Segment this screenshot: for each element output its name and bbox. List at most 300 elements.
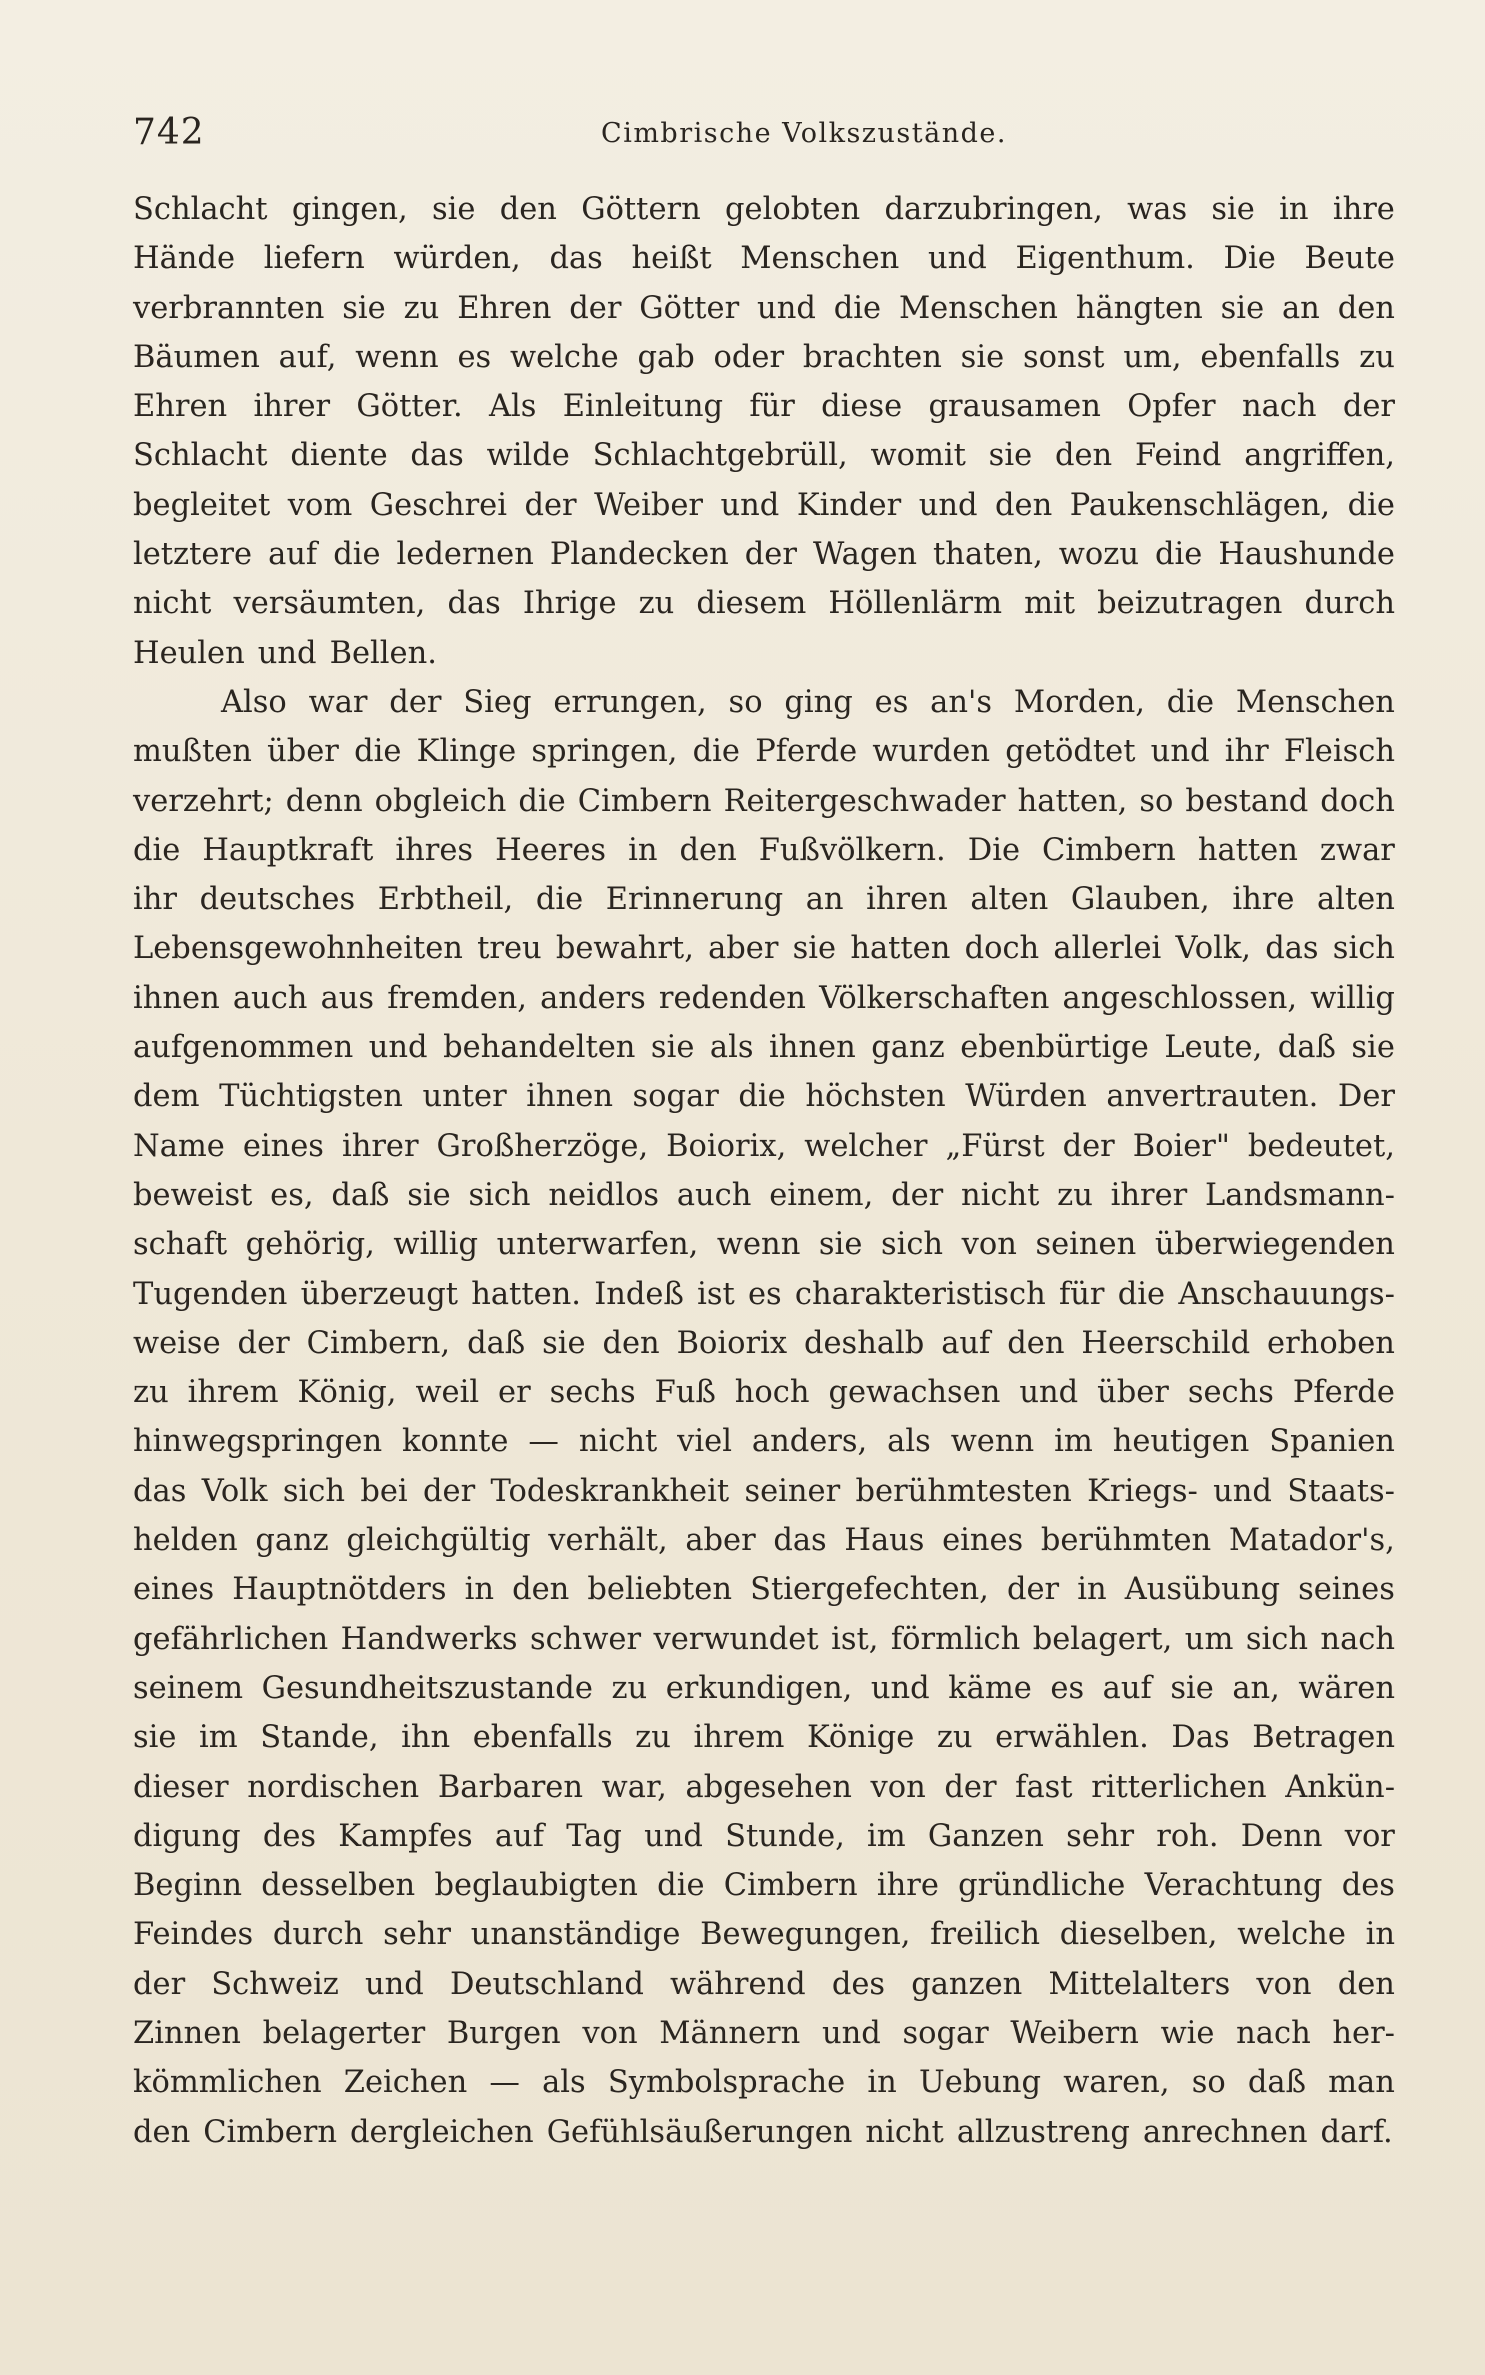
word: Menschen (898, 290, 1058, 326)
word: diese (821, 389, 903, 425)
word: Die (1223, 241, 1276, 277)
word: belagerter (262, 2015, 426, 2051)
word: Beginn (133, 1868, 243, 1904)
word: die (1347, 487, 1395, 523)
word: und (918, 487, 978, 523)
word: begleitet (133, 487, 271, 523)
word: sie (988, 438, 1033, 474)
word: gewachsen (828, 1375, 1001, 1411)
text-line (133, 1664, 1395, 1713)
word: Kinder (796, 487, 902, 523)
word: in (867, 2065, 897, 2101)
word: erkundigen, (665, 1670, 853, 1706)
word: Boiorix (676, 1325, 788, 1361)
word: Als (488, 389, 537, 425)
word: den (679, 832, 737, 868)
word: willig (393, 1227, 479, 1263)
word: berühmten (1040, 1523, 1212, 1559)
word: daß (1277, 1030, 1336, 1066)
word: zu (936, 1720, 973, 1756)
word: ihrem (693, 1720, 785, 1756)
word: aber (685, 1523, 756, 1559)
word: angeschlossen, (1062, 980, 1298, 1016)
word: er (498, 1375, 531, 1411)
word: Barbaren (437, 1769, 584, 1805)
text-line (133, 974, 1395, 1023)
word: und (821, 2015, 881, 2051)
text-line (133, 875, 1395, 924)
word: der (133, 1966, 186, 2002)
text-line (133, 1270, 1395, 1319)
word: Paukenschlägen, (1069, 487, 1331, 523)
word: daß (1247, 2065, 1306, 2101)
word: anvertrauten. (1106, 1079, 1319, 1115)
text-line (133, 1861, 1395, 1910)
word: so (1191, 2065, 1226, 2101)
word: Tugenden (133, 1276, 288, 1312)
word: Fleisch (1283, 734, 1395, 770)
word: darf. (1320, 2114, 1393, 2150)
word: bedeutet, (1247, 1128, 1395, 1164)
word: an (805, 882, 844, 918)
word: auf (941, 1325, 991, 1361)
word: Ihrige (522, 586, 617, 622)
word: seinem (133, 1670, 244, 1706)
word: helden (133, 1523, 238, 1559)
word: Leute, (1164, 1030, 1263, 1066)
word: Menschen (1235, 684, 1395, 720)
word: seines (1298, 1572, 1395, 1608)
word: was (1127, 192, 1188, 227)
word: allerlei (1053, 931, 1162, 967)
word: war (308, 684, 368, 720)
word: her- (1332, 2015, 1395, 2051)
word: sechs (1187, 1375, 1274, 1411)
word: eines (242, 1128, 324, 1164)
word: durch (272, 1917, 364, 1953)
word: und (1019, 1375, 1079, 1411)
word: weil (415, 1375, 480, 1411)
word: als (887, 1424, 931, 1460)
word: im (867, 1818, 906, 1854)
word: in (1279, 192, 1309, 227)
text-line (133, 1910, 1395, 1959)
word: Volk (201, 1473, 268, 1509)
word: mit (1024, 586, 1076, 622)
word: die (333, 537, 381, 573)
word: mußten (133, 734, 252, 770)
word: sogar (902, 2015, 989, 2051)
word: hatten (850, 931, 951, 967)
word: das (773, 1523, 827, 1559)
text-line (133, 826, 1395, 875)
word: vom (287, 487, 353, 523)
word: Erbtheil, (377, 882, 514, 918)
word: sich (282, 1473, 345, 1509)
word: sie (1220, 290, 1265, 326)
word: Eigenthum. (1015, 241, 1195, 277)
word: ebenfalls (472, 1720, 613, 1756)
word: Lebensgewohnheiten (133, 931, 463, 967)
word: ist, (831, 1621, 879, 1657)
word: gründliche (958, 1868, 1126, 1904)
word: welcher (804, 1128, 928, 1164)
word: Höllenlärm (828, 586, 1003, 622)
word: diente (290, 438, 388, 474)
word: der (744, 537, 797, 573)
page-header (133, 108, 1395, 158)
word: einem, (769, 1177, 874, 1213)
word: ihrer (341, 1128, 419, 1164)
text-line (133, 382, 1395, 431)
word: sich (1245, 1621, 1308, 1657)
text-line (133, 1615, 1395, 1664)
word: Gesundheitszustande (261, 1670, 593, 1706)
word: Cimbern (1042, 832, 1176, 868)
word: der (237, 1325, 290, 1361)
word: wären (1298, 1670, 1395, 1706)
page-number: 742 (133, 112, 205, 153)
word: heißt (631, 241, 712, 277)
word: wurden (872, 734, 990, 770)
word: Pferde (755, 734, 858, 770)
text-line (133, 777, 1395, 826)
word: an's (930, 684, 993, 720)
word: Matador's, (1228, 1523, 1395, 1559)
word: unterwarfen, (496, 1227, 699, 1263)
word: hatten (1197, 832, 1298, 868)
word: und (1150, 734, 1210, 770)
word: sogar (632, 1079, 719, 1115)
word: die (1154, 537, 1203, 573)
word: für (749, 389, 795, 425)
word: Beute (1304, 241, 1395, 277)
word: ihn (401, 1720, 451, 1756)
word: unanständige (470, 1917, 681, 1953)
word: eines (133, 1572, 215, 1608)
word: dergleichen (350, 2114, 534, 2150)
word: an, (1232, 1670, 1280, 1706)
text-line (133, 234, 1395, 283)
word: Würden (965, 1079, 1087, 1115)
word: Reitergeschwader (723, 783, 1006, 819)
word: aus (320, 980, 375, 1016)
word: auch (232, 980, 308, 1016)
word: der (569, 290, 622, 326)
word: käme (948, 1670, 1032, 1706)
word: als (542, 2065, 586, 2101)
word: die (738, 1079, 786, 1115)
word: gehörig, (245, 1227, 375, 1263)
word: in (1365, 1917, 1395, 1953)
word: ganz (871, 1030, 945, 1066)
word: abgesehen (685, 1769, 852, 1805)
word: auf (494, 1818, 544, 1854)
word: den (512, 1572, 570, 1608)
word: und (757, 290, 816, 326)
word: sehr (1066, 1818, 1135, 1854)
text-line (133, 2058, 1395, 2107)
word: Wagen (812, 537, 918, 573)
word: das (410, 438, 464, 474)
text-line (133, 1368, 1395, 1417)
word: gingen, (291, 192, 408, 227)
text-line (133, 2009, 1395, 2058)
word: der (524, 487, 577, 523)
word: sie (960, 339, 1005, 375)
word: wilde (486, 438, 570, 474)
word: ritterlichen (1091, 1769, 1267, 1805)
word: nicht (133, 586, 212, 622)
word: Stunde, (725, 1818, 845, 1854)
word: zu (133, 1375, 169, 1411)
word: Göttern (581, 192, 701, 227)
word: gab (637, 339, 695, 375)
word: sich (468, 1177, 531, 1213)
word: sie (1170, 1670, 1214, 1706)
word: Schlachtgebrüll, (592, 438, 848, 474)
word: der (1062, 1128, 1115, 1164)
word: Cimbern (577, 783, 712, 819)
word: Gefühlsäußerungen (546, 2114, 853, 2150)
word: überzeugt (300, 1276, 458, 1312)
text-line (133, 1072, 1395, 1121)
word: charakteristisch (794, 1276, 1046, 1312)
word: für (1059, 1276, 1105, 1312)
word: auf (268, 537, 318, 573)
word: und (644, 1818, 703, 1854)
word: alten (1316, 882, 1395, 918)
word: liefern (263, 241, 365, 277)
word: in (464, 1572, 494, 1608)
word: sonst (1022, 339, 1105, 375)
word: es (457, 339, 492, 375)
word: auf (1102, 1670, 1152, 1706)
word: des (831, 1966, 886, 2002)
text-line (133, 1565, 1395, 1614)
word: Erinnerung (605, 882, 784, 918)
word: Götter (639, 290, 740, 326)
word: Boier" (1132, 1128, 1230, 1164)
word: letztere (133, 537, 253, 573)
word: Heeres (495, 832, 607, 868)
word: alten (970, 882, 1049, 918)
word: Haushunde (1218, 537, 1395, 573)
word: aufgenommen (133, 1030, 354, 1066)
word: im (199, 1720, 238, 1756)
word: das (133, 1473, 187, 1509)
word: Zinnen (133, 2015, 241, 2051)
word: anders, (751, 1424, 868, 1460)
text-line (133, 924, 1395, 973)
word: die (354, 734, 402, 770)
text-line (133, 1516, 1395, 1565)
text-line (133, 1220, 1395, 1269)
word: Menschen (740, 241, 900, 277)
word: der (891, 1177, 944, 1213)
word: wenn (716, 1227, 801, 1263)
word: seiner (744, 1473, 841, 1509)
word: des (262, 1818, 317, 1854)
word: verzehrt; (133, 783, 274, 819)
word: gleichgültig (346, 1523, 531, 1559)
word: ihnen (133, 980, 220, 1016)
text-line (133, 1122, 1395, 1171)
word: zu (611, 1670, 648, 1706)
word: schaft (133, 1227, 228, 1263)
word: Fußvölkern. (758, 832, 946, 868)
word: in (1077, 1572, 1107, 1608)
word: Verachtung (1144, 1868, 1323, 1904)
word: bewahrt, (555, 931, 694, 967)
word: treu (477, 931, 542, 967)
word: auf, (278, 339, 337, 375)
word: Schlacht (133, 438, 268, 474)
word: dieselben, (1059, 1917, 1218, 1953)
word: es (747, 1276, 782, 1312)
word: den (133, 2114, 191, 2150)
word: Der (1337, 1079, 1395, 1115)
word: Klinge (416, 734, 517, 770)
word: nach (1241, 389, 1317, 425)
word: Kriegs- (1087, 1473, 1198, 1509)
word: durch (1304, 586, 1395, 622)
word: Landsmann- (1205, 1177, 1395, 1213)
word: Deutschland (449, 1966, 644, 2002)
word: Pferde (1292, 1375, 1395, 1411)
word: Spanien (1269, 1424, 1395, 1460)
word: Hände (133, 241, 235, 277)
word: ihre (1232, 882, 1295, 918)
word: den (1007, 1325, 1065, 1361)
word: an (1282, 290, 1320, 326)
running-head: Cimbrische Volkszustände. (601, 118, 1007, 149)
word: Todeskrankheit (490, 1473, 730, 1509)
word: das (549, 241, 603, 277)
word: viel (677, 1424, 732, 1460)
word: den (602, 1325, 660, 1361)
word: zu (403, 290, 440, 326)
word: Denn (1240, 1818, 1323, 1854)
word: hatten. (471, 1276, 581, 1312)
word: errungen, (553, 684, 707, 720)
word: und (365, 1966, 424, 2002)
word: Feind (1134, 438, 1222, 474)
word: doch (964, 931, 1040, 967)
text-line (133, 727, 1395, 776)
word: sie (542, 1325, 586, 1361)
word: brachten (802, 339, 942, 375)
word: Cimbern (723, 1868, 858, 1904)
word: obgleich (374, 783, 507, 819)
word: anders (540, 980, 646, 1016)
word: war, (601, 1769, 667, 1805)
word: das (1265, 931, 1319, 967)
text-line (133, 1023, 1395, 1072)
text-line (133, 530, 1395, 579)
word: freilich (930, 1917, 1041, 1953)
word: den (995, 487, 1053, 523)
word: überwiegenden (1154, 1227, 1395, 1263)
word: Bäumen (133, 339, 260, 375)
word: vor (1344, 1818, 1395, 1854)
word: höchsten (805, 1079, 946, 1115)
word: belagert, (1032, 1621, 1173, 1657)
word: nach (1236, 2015, 1311, 2051)
word: Tüchtigsten (219, 1079, 403, 1115)
word: sie (818, 1227, 863, 1263)
word: dem (133, 1079, 200, 1115)
word: kömmlichen (133, 2065, 322, 2101)
word: neidlos (548, 1177, 660, 1213)
word: Völkerschaften (819, 980, 1050, 1016)
word: die (657, 1868, 705, 1904)
word: sie (431, 192, 476, 227)
word: sie (407, 1177, 451, 1213)
word: nicht (961, 1177, 1040, 1213)
word: Hauptnötders (232, 1572, 447, 1608)
word: beizutragen (1097, 586, 1283, 622)
word: versäumten, (233, 586, 426, 622)
word: eines (942, 1523, 1024, 1559)
word: würden, (393, 241, 521, 277)
word: Also (221, 684, 287, 720)
word: gefährlichen (133, 1621, 329, 1657)
word: und (1213, 1473, 1272, 1509)
word: Sieg (463, 684, 532, 720)
word: Handwerks (340, 1621, 518, 1657)
word: von (1256, 1966, 1312, 2002)
word: ihre (1332, 192, 1395, 227)
word: um (1184, 1621, 1234, 1657)
word: ihrer (1110, 1177, 1188, 1213)
word: ihnen (526, 1079, 613, 1115)
word: es, (270, 1177, 314, 1213)
word: Heulen (133, 635, 245, 671)
word: zu (1359, 339, 1395, 375)
word: Männern (659, 2015, 801, 2051)
word: wie (1160, 2015, 1215, 2051)
word: welche (510, 339, 619, 375)
word: getödtet (1005, 734, 1136, 770)
word: das (447, 586, 501, 622)
word: Schlacht (133, 192, 268, 227)
word: daß (331, 1177, 390, 1213)
word: welche (1237, 1917, 1346, 1953)
word: — (528, 1424, 559, 1460)
text-line (133, 629, 1395, 678)
word: waren, (1063, 2065, 1170, 2101)
word: nicht (865, 2114, 944, 2150)
word: Weiber (594, 487, 703, 523)
word: weise (133, 1325, 221, 1361)
word: den (1337, 290, 1395, 326)
word: Burgen (446, 2015, 561, 2051)
word: nordischen (247, 1769, 420, 1805)
text-line (133, 678, 1395, 727)
word: verwundet (653, 1621, 819, 1657)
word: sich (880, 1227, 944, 1263)
word: Glauben, (1070, 882, 1210, 918)
word: sehr (383, 1917, 451, 1953)
word: die (1166, 684, 1215, 720)
word: — (489, 2065, 520, 2101)
word: Anschauungs- (1178, 1276, 1395, 1312)
word: hinwegspringen (133, 1424, 383, 1460)
word: desselben (261, 1868, 416, 1904)
word: die (1117, 1276, 1166, 1312)
word: allzustreng (956, 2114, 1130, 2150)
